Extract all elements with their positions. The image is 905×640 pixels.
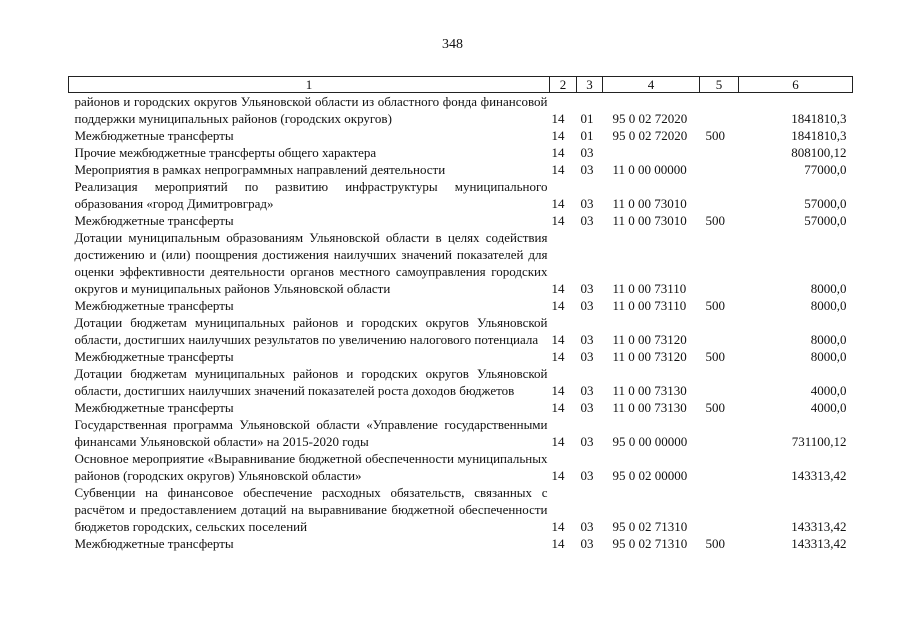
table-row bbox=[69, 348, 853, 365]
row-name: Государственная программа Ульяновской области «Управление государственными финансами Ульяновской области» на 2015-2020 годы bbox=[74, 417, 548, 449]
row-subsection: 03 bbox=[580, 196, 594, 211]
row-amount: 8000,0 bbox=[810, 332, 847, 347]
header-col-1: 1 bbox=[69, 77, 550, 93]
row-target-code: 95 0 00 00000 bbox=[612, 434, 688, 449]
table-row bbox=[69, 178, 853, 212]
row-expense-type: 500 bbox=[705, 298, 725, 313]
row-section: 14 bbox=[551, 213, 565, 228]
row-name: Межбюджетные трансферты bbox=[74, 213, 234, 228]
row-amount: 4000,0 bbox=[810, 400, 847, 415]
row-subsection: 03 bbox=[580, 536, 594, 551]
row-target-code: 95 0 02 71310 bbox=[612, 519, 688, 534]
row-amount: 57000,0 bbox=[804, 196, 847, 211]
row-target-code bbox=[603, 144, 700, 161]
row-expense-type bbox=[700, 178, 739, 212]
row-expense-type: 500 bbox=[705, 349, 725, 364]
row-target-code: 11 0 00 73130 bbox=[612, 383, 687, 398]
row-expense-type bbox=[700, 365, 739, 399]
row-section: 14 bbox=[551, 298, 565, 313]
row-amount: 143313,42 bbox=[791, 468, 847, 483]
table-header-row bbox=[69, 77, 853, 93]
row-section: 14 bbox=[551, 332, 565, 347]
row-name: Реализация мероприятий по развитию инфраструктуры муниципального образования «город Димитровград» bbox=[74, 179, 548, 211]
row-amount: 8000,0 bbox=[810, 298, 847, 313]
row-expense-type bbox=[700, 450, 739, 484]
table-row bbox=[69, 161, 853, 178]
row-target-code: 95 0 02 71310 bbox=[612, 536, 688, 551]
row-name: Межбюджетные трансферты bbox=[74, 298, 234, 313]
row-subsection: 03 bbox=[580, 298, 594, 313]
table-row bbox=[69, 297, 853, 314]
row-target-code: 11 0 00 73010 bbox=[612, 213, 687, 228]
row-subsection: 01 bbox=[580, 111, 594, 126]
row-target-code: 11 0 00 73010 bbox=[612, 196, 687, 211]
budget-table bbox=[68, 76, 853, 552]
table-row bbox=[69, 144, 853, 161]
table-body bbox=[69, 93, 853, 553]
row-expense-type bbox=[700, 416, 739, 450]
row-target-code: 95 0 02 00000 bbox=[612, 468, 688, 483]
table-row bbox=[69, 365, 853, 399]
row-amount: 808100,12 bbox=[791, 145, 847, 160]
row-section: 14 bbox=[551, 468, 565, 483]
row-section: 14 bbox=[551, 383, 565, 398]
table-row bbox=[69, 450, 853, 484]
row-amount: 8000,0 bbox=[810, 281, 847, 296]
row-section: 14 bbox=[551, 196, 565, 211]
row-subsection: 03 bbox=[580, 349, 594, 364]
table-row bbox=[69, 399, 853, 416]
row-expense-type: 500 bbox=[705, 213, 725, 228]
header-col-4: 4 bbox=[603, 77, 700, 93]
table-row bbox=[69, 93, 853, 128]
row-section: 14 bbox=[551, 400, 565, 415]
row-section: 14 bbox=[551, 434, 565, 449]
row-amount: 1841810,3 bbox=[791, 111, 847, 126]
row-name: Основное мероприятие «Выравнивание бюджетной обеспеченности муниципальных районов (городских округов) Ульяновской области» bbox=[74, 451, 548, 483]
row-name: Дотации бюджетам муниципальных районов и городских округов Ульяновской области, достигших наилучших результатов по увеличению налогового потенциала bbox=[74, 315, 548, 347]
row-name: Субвенции на финансовое обеспечение расходных обязательств, связанных с расчётом и предоставлением дотаций на выравнивание бюджетной обеспеченности бюджетов городских, сельских поселений bbox=[74, 485, 548, 534]
row-section: 14 bbox=[551, 281, 565, 296]
row-target-code: 11 0 00 73110 bbox=[612, 281, 687, 296]
row-expense-type bbox=[700, 229, 739, 297]
row-subsection: 03 bbox=[580, 162, 594, 177]
row-subsection: 03 bbox=[580, 213, 594, 228]
row-expense-type: 500 bbox=[705, 400, 725, 415]
row-name: Дотации бюджетам муниципальных районов и городских округов Ульяновской области, достигших наилучших значений показателей роста доходов бюджетов bbox=[74, 366, 548, 398]
row-section: 14 bbox=[551, 111, 565, 126]
header-col-3: 3 bbox=[577, 77, 603, 93]
row-subsection: 01 bbox=[580, 128, 594, 143]
row-amount: 731100,12 bbox=[791, 434, 847, 449]
row-section: 14 bbox=[551, 162, 565, 177]
row-section: 14 bbox=[551, 349, 565, 364]
row-expense-type bbox=[700, 484, 739, 535]
row-expense-type: 500 bbox=[705, 128, 725, 143]
page-number: 348 bbox=[442, 37, 463, 52]
header-col-2: 2 bbox=[550, 77, 577, 93]
row-expense-type bbox=[700, 314, 739, 348]
row-name: Межбюджетные трансферты bbox=[74, 536, 234, 551]
table-row bbox=[69, 535, 853, 552]
row-expense-type bbox=[700, 93, 739, 128]
row-target-code: 11 0 00 73120 bbox=[612, 349, 687, 364]
row-section: 14 bbox=[551, 128, 565, 143]
row-subsection: 03 bbox=[580, 519, 594, 534]
row-target-code: 11 0 00 00000 bbox=[612, 162, 687, 177]
row-amount: 143313,42 bbox=[791, 536, 847, 551]
row-name: районов и городских округов Ульяновской области из областного фонда финансовой поддержки муниципальных районов (городских округов) bbox=[74, 94, 548, 126]
row-amount: 143313,42 bbox=[791, 519, 847, 534]
row-name: Межбюджетные трансферты bbox=[74, 349, 234, 364]
row-amount: 4000,0 bbox=[810, 383, 847, 398]
row-subsection: 03 bbox=[580, 400, 594, 415]
row-section: 14 bbox=[551, 536, 565, 551]
row-name: Межбюджетные трансферты bbox=[74, 128, 234, 143]
row-expense-type bbox=[700, 144, 739, 161]
row-name: Мероприятия в рамках непрограммных направлений деятельности bbox=[74, 162, 446, 177]
row-subsection: 03 bbox=[580, 434, 594, 449]
row-subsection: 03 bbox=[580, 468, 594, 483]
header-col-6: 6 bbox=[739, 77, 853, 93]
row-target-code: 11 0 00 73120 bbox=[612, 332, 687, 347]
row-target-code: 11 0 00 73130 bbox=[612, 400, 687, 415]
row-target-code: 11 0 00 73110 bbox=[612, 298, 687, 313]
row-section: 14 bbox=[551, 145, 565, 160]
row-subsection: 03 bbox=[580, 332, 594, 347]
table-row bbox=[69, 127, 853, 144]
table-row bbox=[69, 484, 853, 535]
table-row bbox=[69, 314, 853, 348]
row-name: Прочие межбюджетные трансферты общего характера bbox=[74, 145, 377, 160]
row-subsection: 03 bbox=[580, 145, 594, 160]
row-expense-type: 500 bbox=[705, 536, 725, 551]
row-amount: 1841810,3 bbox=[791, 128, 847, 143]
table-row bbox=[69, 229, 853, 297]
row-target-code: 95 0 02 72020 bbox=[612, 111, 688, 126]
header-col-5: 5 bbox=[700, 77, 739, 93]
row-name: Дотации муниципальным образованиям Ульяновской области в целях содействия достижению и (или) поощрения достижения наилучших значений показателей для оценки эффективности деятельности органов местного самоуправления городских округов и муниципальных районов Ульяновской области bbox=[74, 230, 548, 296]
row-amount: 77000,0 bbox=[804, 162, 847, 177]
row-section: 14 bbox=[551, 519, 565, 534]
row-subsection: 03 bbox=[580, 383, 594, 398]
row-amount: 57000,0 bbox=[804, 213, 847, 228]
row-subsection: 03 bbox=[580, 281, 594, 296]
row-name: Межбюджетные трансферты bbox=[74, 400, 234, 415]
row-amount: 8000,0 bbox=[810, 349, 847, 364]
row-target-code: 95 0 02 72020 bbox=[612, 128, 688, 143]
table-row bbox=[69, 416, 853, 450]
row-expense-type bbox=[700, 161, 739, 178]
table-row bbox=[69, 212, 853, 229]
